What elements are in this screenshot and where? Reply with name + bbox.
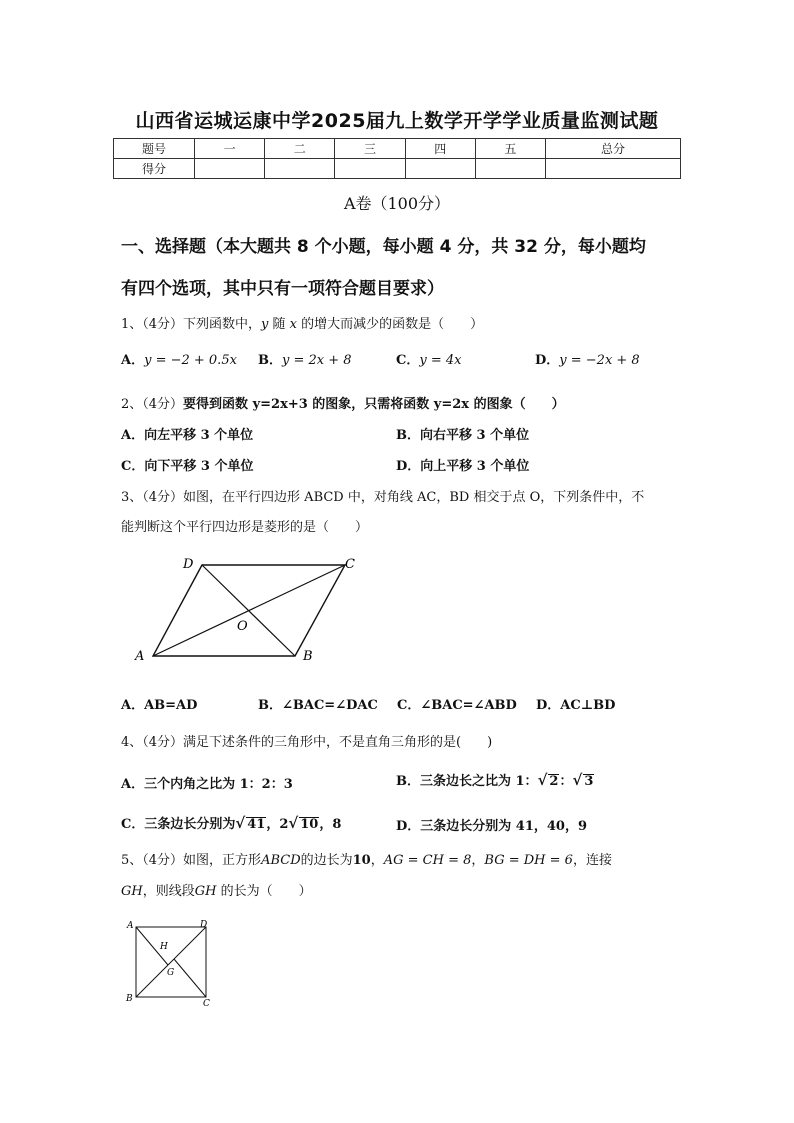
score-cell[interactable] — [475, 159, 545, 179]
score-cell[interactable] — [195, 159, 265, 179]
label-a: A — [127, 921, 134, 931]
q4-option-a[interactable]: A．三个内角之比为 1：2：3 — [121, 777, 293, 792]
page-title: 山西省运城运康中学2025届九上数学开学学业质量监测试题 — [135, 110, 659, 132]
segment-bg — [136, 965, 168, 997]
q3-option-c[interactable]: C．∠BAC=∠ABD — [397, 698, 517, 713]
q1-option-a[interactable]: A．y = −2 + 0.5x — [121, 353, 237, 368]
diagonal-bd — [202, 565, 295, 656]
label-b: B — [126, 994, 133, 1004]
question-5-stem-line1: 5、（4分）如图，正方形ABCD的边长为10，AG = CH = 8，BG = DH = 6，连接 — [121, 853, 612, 868]
q2-option-c[interactable]: C．向下平移 3 个单位 — [121, 459, 254, 474]
score-table — [113, 138, 681, 179]
q1-option-d[interactable]: D．y = −2x + 8 — [535, 353, 640, 368]
question-2-stem: 2、（4分）要得到函数 y=2x+3 的图象，只需将函数 y=2x 的图象（ ） — [121, 397, 565, 412]
square-figure — [120, 915, 220, 1007]
label-o: O — [237, 619, 248, 634]
volume-heading: A卷（100分） — [343, 194, 451, 213]
question-5-stem-line2: GH，则线段GH 的长为（ ） — [121, 884, 312, 899]
table-cell: 五 — [475, 139, 545, 159]
score-cell[interactable] — [405, 159, 475, 179]
score-cell[interactable] — [265, 159, 335, 179]
sqrt-icon: √ — [288, 814, 299, 832]
q2-option-b[interactable]: B．向右平移 3 个单位 — [396, 428, 530, 443]
q4-option-c[interactable]: C．三条边长分别为√ 41，2√ 10，8 — [121, 814, 342, 832]
q2-option-a[interactable]: A．向左平移 3 个单位 — [121, 428, 254, 443]
segment-ch — [174, 959, 206, 997]
segment-gh — [168, 959, 174, 965]
table-row — [114, 139, 681, 159]
question-3-stem-line1: 3、（4分）如图，在平行四边形 ABCD 中，对角线 AC，BD 相交于点 O，下列条件中，不 — [121, 490, 645, 505]
sqrt-icon: √ — [572, 771, 583, 789]
label-d: D — [200, 920, 208, 930]
q1-option-b[interactable]: B．y = 2x + 8 — [258, 353, 352, 368]
sqrt-icon: √ — [537, 771, 548, 789]
table-cell: 题号 — [114, 139, 195, 159]
q4-option-d[interactable]: D．三条边长分别为 41，40，9 — [396, 819, 588, 834]
q3-option-b[interactable]: B．∠BAC=∠DAC — [258, 698, 378, 713]
question-3-stem-line2: 能判断这个平行四边形是菱形的是（ ） — [121, 520, 369, 535]
table-cell: 一 — [195, 139, 265, 159]
label-a: A — [135, 649, 145, 664]
label-d: D — [183, 557, 194, 572]
label-c: C — [203, 999, 210, 1007]
section-heading-line2: 有四个选项，其中只有一项符合题目要求） — [121, 279, 444, 299]
sqrt-icon: √ — [235, 814, 246, 832]
table-cell: 得分 — [114, 159, 195, 179]
score-cell[interactable] — [335, 159, 405, 179]
table-cell: 三 — [335, 139, 405, 159]
section-heading-line1: 一、选择题（本大题共 8 个小题，每小题 4 分，共 32 分，每小题均 — [121, 237, 646, 257]
score-cell[interactable] — [546, 159, 681, 179]
q1-option-c[interactable]: C．y = 4x — [396, 353, 462, 368]
table-cell: 四 — [405, 139, 475, 159]
question-4-stem: 4、（4分）满足下述条件的三角形中，不是直角三角形的是( ) — [121, 735, 493, 750]
q2-option-d[interactable]: D．向上平移 3 个单位 — [396, 459, 530, 474]
segment-dh — [174, 927, 206, 959]
parallelogram-figure — [125, 550, 365, 670]
question-1-stem: 1、（4分）下列函数中，y 随 x 的增大而减少的函数是（ ） — [121, 317, 484, 332]
table-row — [114, 159, 681, 179]
q3-option-d[interactable]: D．AC⊥BD — [536, 698, 616, 713]
label-c: C — [345, 557, 355, 572]
label-h: H — [160, 942, 168, 952]
q4-option-b[interactable]: B．三条边长之比为 1：√ 2：√ 3 — [396, 771, 594, 789]
q3-option-a[interactable]: A．AB=AD — [121, 698, 198, 713]
label-b: B — [303, 649, 313, 664]
label-g: G — [167, 968, 175, 978]
table-cell: 总分 — [546, 139, 681, 159]
table-cell: 二 — [265, 139, 335, 159]
